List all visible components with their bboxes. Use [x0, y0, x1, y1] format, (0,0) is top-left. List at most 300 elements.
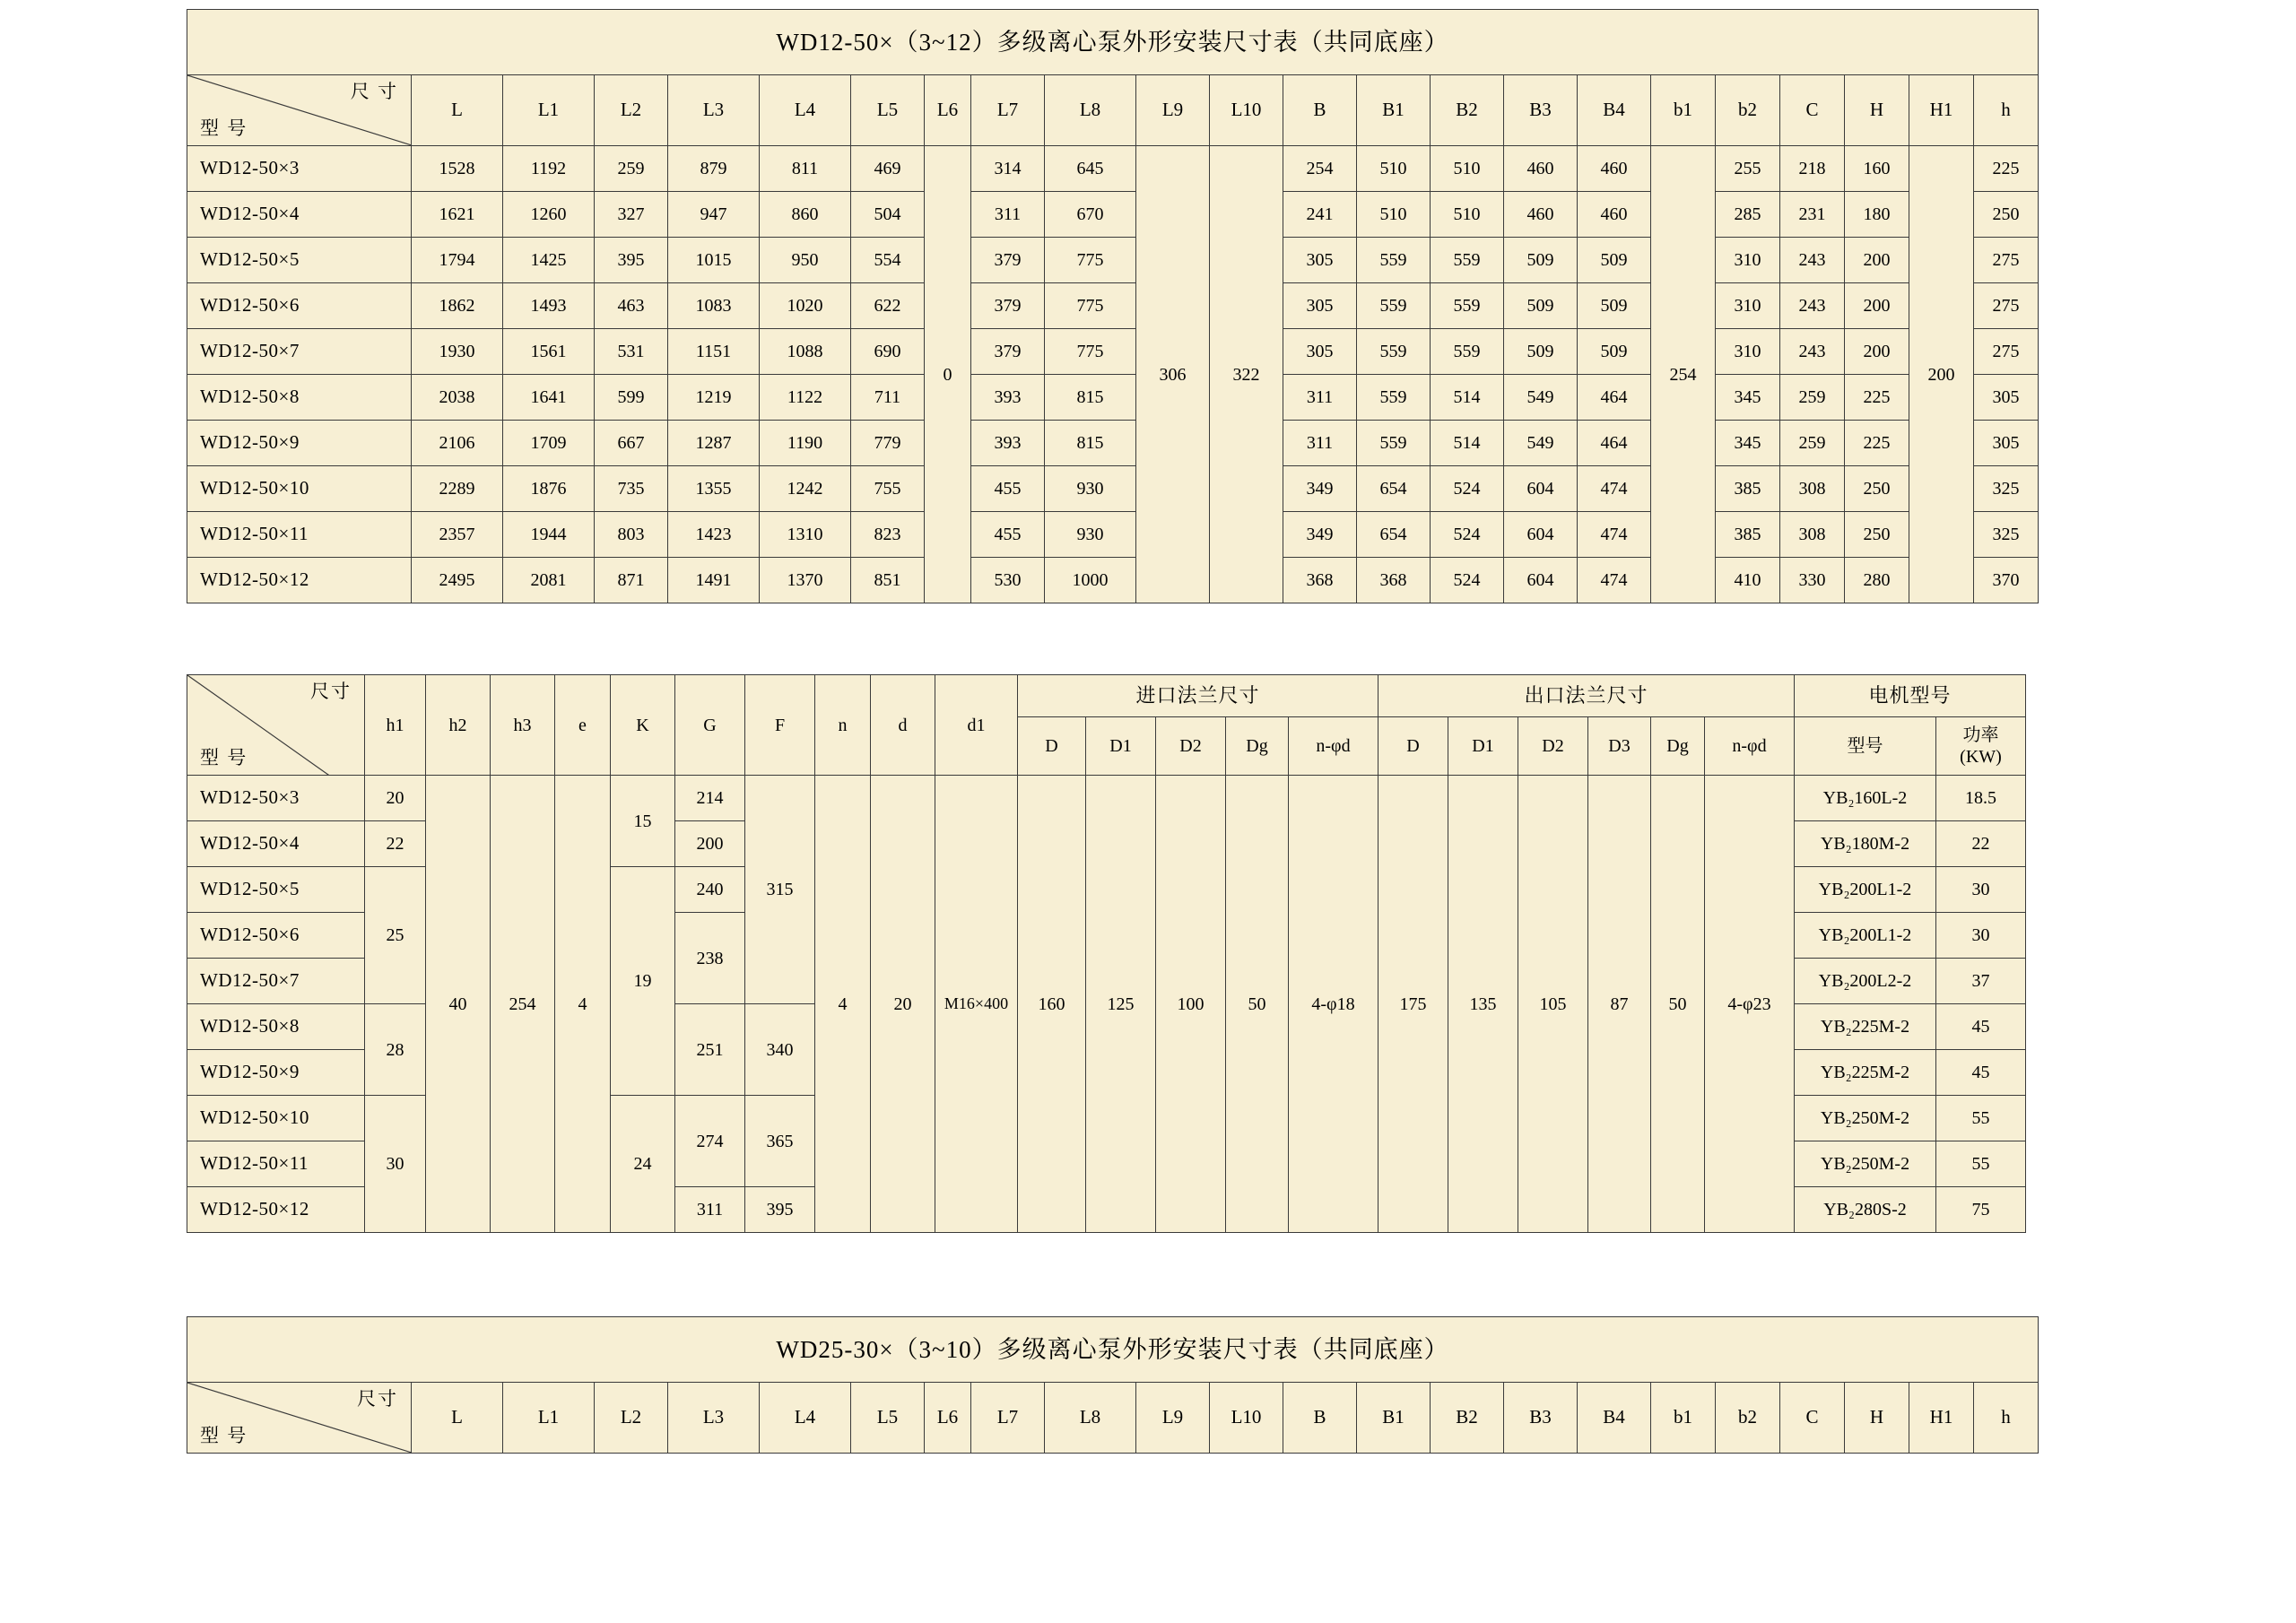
col-header-L1: L1	[503, 75, 595, 146]
col-header-L2: L2	[595, 1383, 668, 1454]
cell-L7: 530	[971, 558, 1045, 603]
col-header-B3: B3	[1504, 1383, 1578, 1454]
cell-B: 311	[1283, 375, 1357, 421]
cell-L7: 455	[971, 466, 1045, 512]
wd12-50-dimension-table	[187, 9, 2039, 603]
motor-power-label: 功率	[1962, 725, 1999, 745]
motor-power-unit: (KW)	[1960, 747, 2002, 767]
outlet-col-header-Dg: Dg	[1651, 717, 1705, 776]
cell-B3: 460	[1504, 146, 1578, 192]
col-header-L3: L3	[668, 1383, 760, 1454]
row-model: WD12-50×11	[187, 1141, 365, 1187]
cell-L4: 1310	[760, 512, 851, 558]
cell-B: 349	[1283, 466, 1357, 512]
col-header-H1: H1	[1909, 75, 1974, 146]
table-row	[187, 421, 2039, 466]
col-header-H: H	[1845, 1383, 1909, 1454]
outlet-col-header-D1: D1	[1448, 717, 1518, 776]
col-header-L9: L9	[1136, 1383, 1210, 1454]
cell-H: 225	[1845, 375, 1909, 421]
cell-B2: 524	[1431, 512, 1504, 558]
col-header-B2: B2	[1431, 1383, 1504, 1454]
cell-B3: 604	[1504, 466, 1578, 512]
cell-motor-model: YB₂225M-2	[1795, 1004, 1936, 1050]
row-model: WD12-50×7	[187, 329, 412, 375]
cell-h: 370	[1974, 558, 2039, 603]
cell-h: 275	[1974, 329, 2039, 375]
cell-L1: 1709	[503, 421, 595, 466]
cell-L3: 1083	[668, 283, 760, 329]
cell-b2: 410	[1716, 558, 1780, 603]
cell-L3: 1015	[668, 238, 760, 283]
cell-L4: 1242	[760, 466, 851, 512]
cell-C: 308	[1780, 512, 1845, 558]
col-header-B: B	[1283, 1383, 1357, 1454]
cell-K-merged-bot: 24	[611, 1096, 675, 1233]
cell-h1: 22	[365, 821, 426, 867]
cell-motor-power: 55	[1936, 1141, 2026, 1187]
table-2-corner-header	[187, 675, 365, 776]
cell-motor-power: 30	[1936, 913, 2026, 959]
cell-L2: 599	[595, 375, 668, 421]
col-header-b1: b1	[1651, 1383, 1716, 1454]
cell-L3: 1151	[668, 329, 760, 375]
table-row	[187, 329, 2039, 375]
cell-b2: 310	[1716, 238, 1780, 283]
cell-L: 1930	[412, 329, 503, 375]
cell-F-merged-mid: 340	[745, 1004, 815, 1096]
cell-L7: 393	[971, 421, 1045, 466]
cell-H: 180	[1845, 192, 1909, 238]
cell-H: 250	[1845, 466, 1909, 512]
cell-B4: 509	[1578, 283, 1651, 329]
col-header-b2: b2	[1716, 75, 1780, 146]
col-header-e: e	[555, 675, 611, 776]
col-header-C: C	[1780, 75, 1845, 146]
cell-d-merged: 20	[871, 776, 935, 1233]
cell-B4: 464	[1578, 375, 1651, 421]
cell-L5: 554	[851, 238, 925, 283]
row-model: WD12-50×12	[187, 1187, 365, 1233]
cell-L3: 1423	[668, 512, 760, 558]
col-header-B4: B4	[1578, 1383, 1651, 1454]
cell-L8: 775	[1045, 238, 1136, 283]
cell-L8: 645	[1045, 146, 1136, 192]
cell-H: 200	[1845, 283, 1909, 329]
cell-B1: 510	[1357, 146, 1431, 192]
cell-motor-power: 30	[1936, 867, 2026, 913]
cell-L4: 1088	[760, 329, 851, 375]
col-header-G: G	[675, 675, 745, 776]
cell-B2: 559	[1431, 238, 1504, 283]
cell-L2: 327	[595, 192, 668, 238]
cell-motor-power: 55	[1936, 1096, 2026, 1141]
cell-L2: 735	[595, 466, 668, 512]
cell-B2: 510	[1431, 192, 1504, 238]
cell-L1: 1641	[503, 375, 595, 421]
cell-L8: 775	[1045, 283, 1136, 329]
cell-B1: 559	[1357, 329, 1431, 375]
cell-motor-power: 22	[1936, 821, 2026, 867]
cell-L5: 469	[851, 146, 925, 192]
cell-L4: 1122	[760, 375, 851, 421]
cell-outlet-D3-merged: 87	[1588, 776, 1651, 1233]
cell-h: 325	[1974, 466, 2039, 512]
col-header-L8: L8	[1045, 1383, 1136, 1454]
col-header-L10: L10	[1210, 1383, 1283, 1454]
cell-motor-model: YB₂250M-2	[1795, 1141, 1936, 1187]
cell-L2: 803	[595, 512, 668, 558]
cell-C: 218	[1780, 146, 1845, 192]
row-model: WD12-50×6	[187, 283, 412, 329]
row-model: WD12-50×12	[187, 558, 412, 603]
cell-B1: 654	[1357, 512, 1431, 558]
cell-motor-power: 18.5	[1936, 776, 2026, 821]
row-model: WD12-50×6	[187, 913, 365, 959]
cell-F-merged-top: 315	[745, 776, 815, 1004]
motor-col-header-power	[1936, 717, 2026, 776]
cell-B: 349	[1283, 512, 1357, 558]
outlet-col-header-D: D	[1378, 717, 1448, 776]
col-header-L: L	[412, 75, 503, 146]
cell-motor-power: 45	[1936, 1004, 2026, 1050]
col-header-K: K	[611, 675, 675, 776]
cell-B: 305	[1283, 329, 1357, 375]
col-header-H: H	[1845, 75, 1909, 146]
cell-h2-merged: 40	[426, 776, 491, 1233]
cell-outlet-D2-merged: 105	[1518, 776, 1588, 1233]
col-header-L8: L8	[1045, 75, 1136, 146]
row-model: WD12-50×10	[187, 1096, 365, 1141]
cell-H: 250	[1845, 512, 1909, 558]
motor-col-header-model: 型号	[1795, 717, 1936, 776]
cell-inlet-Dg-merged: 50	[1226, 776, 1289, 1233]
cell-B3: 549	[1504, 375, 1578, 421]
cell-B4: 464	[1578, 421, 1651, 466]
row-model: WD12-50×3	[187, 146, 412, 192]
cell-L8: 930	[1045, 466, 1136, 512]
cell-L7: 314	[971, 146, 1045, 192]
cell-G-merged-251: 251	[675, 1004, 745, 1096]
cell-L5: 690	[851, 329, 925, 375]
cell-B3: 509	[1504, 238, 1578, 283]
col-header-L6: L6	[925, 75, 971, 146]
cell-L3: 1491	[668, 558, 760, 603]
cell-C: 243	[1780, 238, 1845, 283]
cell-L1: 1425	[503, 238, 595, 283]
cell-L: 2495	[412, 558, 503, 603]
col-header-B1: B1	[1357, 75, 1431, 146]
col-header-C: C	[1780, 1383, 1845, 1454]
cell-K-merged-mid: 19	[611, 867, 675, 1096]
cell-L5: 622	[851, 283, 925, 329]
outlet-col-header-D3: D3	[1588, 717, 1651, 776]
outlet-col-header-D2: D2	[1518, 717, 1588, 776]
cell-b2: 385	[1716, 512, 1780, 558]
col-header-h: h	[1974, 1383, 2039, 1454]
cell-h: 250	[1974, 192, 2039, 238]
cell-G: 311	[675, 1187, 745, 1233]
cell-B4: 474	[1578, 466, 1651, 512]
cell-L1: 1944	[503, 512, 595, 558]
cell-H: 160	[1845, 146, 1909, 192]
cell-L1: 1260	[503, 192, 595, 238]
cell-G: 214	[675, 776, 745, 821]
cell-B4: 460	[1578, 192, 1651, 238]
cell-B4: 509	[1578, 329, 1651, 375]
outlet-col-header-nd: n-φd	[1705, 717, 1795, 776]
cell-n-merged: 4	[815, 776, 871, 1233]
cell-B3: 549	[1504, 421, 1578, 466]
col-header-b2: b2	[1716, 1383, 1780, 1454]
row-model: WD12-50×9	[187, 1050, 365, 1096]
cell-L3: 1287	[668, 421, 760, 466]
cell-motor-model: YB₂200L1-2	[1795, 867, 1936, 913]
inlet-col-header-nd: n-φd	[1289, 717, 1378, 776]
cell-L7: 455	[971, 512, 1045, 558]
cell-L2: 395	[595, 238, 668, 283]
cell-L2: 259	[595, 146, 668, 192]
cell-C: 308	[1780, 466, 1845, 512]
cell-G: 240	[675, 867, 745, 913]
table-3-title: WD25-30×（3~10）多级离心泵外形安装尺寸表（共同底座）	[187, 1317, 2039, 1383]
cell-L1: 1561	[503, 329, 595, 375]
cell-L2: 531	[595, 329, 668, 375]
col-header-h1: h1	[365, 675, 426, 776]
cell-F-merged-bot: 365	[745, 1096, 815, 1187]
cell-L8: 1000	[1045, 558, 1136, 603]
cell-L5: 823	[851, 512, 925, 558]
cell-h1-merged-25: 25	[365, 867, 426, 1004]
cell-h: 305	[1974, 375, 2039, 421]
cell-L3: 879	[668, 146, 760, 192]
cell-b2: 255	[1716, 146, 1780, 192]
cell-L3: 1355	[668, 466, 760, 512]
cell-B3: 604	[1504, 558, 1578, 603]
cell-B2: 510	[1431, 146, 1504, 192]
col-header-L9: L9	[1136, 75, 1210, 146]
cell-motor-model: YB₂250M-2	[1795, 1096, 1936, 1141]
col-header-L3: L3	[668, 75, 760, 146]
cell-L5: 779	[851, 421, 925, 466]
table-row	[187, 558, 2039, 603]
cell-B: 368	[1283, 558, 1357, 603]
cell-inlet-D1-merged: 125	[1086, 776, 1156, 1233]
cell-B: 241	[1283, 192, 1357, 238]
cell-G-merged-274: 274	[675, 1096, 745, 1187]
cell-L1: 1493	[503, 283, 595, 329]
table-2-corner-bottom-label: 型 号	[200, 746, 248, 768]
inlet-col-header-D1: D1	[1086, 717, 1156, 776]
cell-outlet-D1-merged: 135	[1448, 776, 1518, 1233]
inlet-col-header-D2: D2	[1156, 717, 1226, 776]
cell-motor-model: YB₂280S-2	[1795, 1187, 1936, 1233]
row-model: WD12-50×8	[187, 1004, 365, 1050]
col-header-L5: L5	[851, 75, 925, 146]
cell-L7: 379	[971, 329, 1045, 375]
cell-L7: 311	[971, 192, 1045, 238]
table-3-corner-bottom-label: 型 号	[200, 1424, 248, 1446]
cell-B1: 368	[1357, 558, 1431, 603]
cell-outlet-Dg-merged: 50	[1651, 776, 1705, 1233]
table-row	[187, 238, 2039, 283]
cell-motor-model: YB₂200L1-2	[1795, 913, 1936, 959]
cell-L5: 851	[851, 558, 925, 603]
table-3-corner-header	[187, 1383, 412, 1454]
cell-C: 330	[1780, 558, 1845, 603]
cell-outlet-D-merged: 175	[1378, 776, 1448, 1233]
row-model: WD12-50×11	[187, 512, 412, 558]
cell-B2: 514	[1431, 421, 1504, 466]
col-header-L7: L7	[971, 1383, 1045, 1454]
cell-motor-power: 37	[1936, 959, 2026, 1004]
cell-L7: 393	[971, 375, 1045, 421]
cell-B1: 559	[1357, 283, 1431, 329]
cell-L8: 815	[1045, 375, 1136, 421]
cell-L: 2357	[412, 512, 503, 558]
cell-h: 305	[1974, 421, 2039, 466]
cell-L: 1862	[412, 283, 503, 329]
table-1-container	[187, 9, 2039, 603]
cell-F: 395	[745, 1187, 815, 1233]
cell-B2: 524	[1431, 466, 1504, 512]
table-row	[187, 776, 2026, 821]
cell-inlet-D2-merged: 100	[1156, 776, 1226, 1233]
cell-H: 225	[1845, 421, 1909, 466]
wd12-50-flange-motor-table	[187, 674, 2026, 1233]
cell-h: 225	[1974, 146, 2039, 192]
col-header-h: h	[1974, 75, 2039, 146]
col-header-B2: B2	[1431, 75, 1504, 146]
cell-B3: 460	[1504, 192, 1578, 238]
col-header-B1: B1	[1357, 1383, 1431, 1454]
cell-h1-merged-28: 28	[365, 1004, 426, 1096]
row-model: WD12-50×3	[187, 776, 365, 821]
col-header-H1: H1	[1909, 1383, 1974, 1454]
table-row	[187, 192, 2039, 238]
table-row	[187, 283, 2039, 329]
cell-B2: 559	[1431, 283, 1504, 329]
cell-b2: 310	[1716, 329, 1780, 375]
cell-L1: 2081	[503, 558, 595, 603]
cell-L4: 1190	[760, 421, 851, 466]
cell-L4: 950	[760, 238, 851, 283]
cell-B4: 474	[1578, 558, 1651, 603]
table-2-corner-top-label: 尺寸	[310, 681, 352, 702]
cell-motor-model: YB₂160L-2	[1795, 776, 1936, 821]
cell-B2: 559	[1431, 329, 1504, 375]
cell-L: 2106	[412, 421, 503, 466]
col-header-L7: L7	[971, 75, 1045, 146]
cell-h3-merged: 254	[491, 776, 555, 1233]
cell-L: 2289	[412, 466, 503, 512]
cell-L4: 1370	[760, 558, 851, 603]
table-row	[187, 512, 2039, 558]
cell-motor-power: 75	[1936, 1187, 2026, 1233]
cell-B3: 509	[1504, 329, 1578, 375]
col-header-h3: h3	[491, 675, 555, 776]
cell-h1-merged-30: 30	[365, 1096, 426, 1233]
col-header-B: B	[1283, 75, 1357, 146]
inlet-col-header-Dg: Dg	[1226, 717, 1289, 776]
cell-outlet-nd-merged: 4-φ23	[1705, 776, 1795, 1233]
cell-motor-model: YB₂180M-2	[1795, 821, 1936, 867]
cell-L5: 504	[851, 192, 925, 238]
cell-B: 254	[1283, 146, 1357, 192]
cell-b2: 345	[1716, 421, 1780, 466]
cell-B: 311	[1283, 421, 1357, 466]
cell-H: 200	[1845, 329, 1909, 375]
cell-b2: 285	[1716, 192, 1780, 238]
col-header-n: n	[815, 675, 871, 776]
col-header-L10: L10	[1210, 75, 1283, 146]
cell-B1: 510	[1357, 192, 1431, 238]
col-header-L4: L4	[760, 75, 851, 146]
wd25-30-dimension-table	[187, 1316, 2039, 1454]
cell-B4: 474	[1578, 512, 1651, 558]
cell-L4: 811	[760, 146, 851, 192]
cell-B1: 559	[1357, 421, 1431, 466]
table-2-container	[187, 674, 2026, 1233]
cell-L5: 755	[851, 466, 925, 512]
cell-inlet-D-merged: 160	[1018, 776, 1086, 1233]
row-model: WD12-50×10	[187, 466, 412, 512]
cell-L2: 871	[595, 558, 668, 603]
cell-L: 1528	[412, 146, 503, 192]
col-header-d: d	[871, 675, 935, 776]
cell-b2: 345	[1716, 375, 1780, 421]
cell-B2: 514	[1431, 375, 1504, 421]
cell-B: 305	[1283, 283, 1357, 329]
col-header-L5: L5	[851, 1383, 925, 1454]
group-header-inlet-flange: 进口法兰尺寸	[1018, 675, 1378, 717]
row-model: WD12-50×4	[187, 821, 365, 867]
cell-h: 275	[1974, 283, 2039, 329]
cell-L9-merged: 306	[1136, 146, 1210, 603]
table-3-corner-top-label: 尺寸	[357, 1388, 398, 1410]
cell-B1: 559	[1357, 238, 1431, 283]
cell-H1-merged: 200	[1909, 146, 1974, 603]
cell-B3: 509	[1504, 283, 1578, 329]
cell-b2: 310	[1716, 283, 1780, 329]
cell-L2: 463	[595, 283, 668, 329]
col-header-B3: B3	[1504, 75, 1578, 146]
col-header-L4: L4	[760, 1383, 851, 1454]
cell-L: 1621	[412, 192, 503, 238]
cell-inlet-nd-merged: 4-φ18	[1289, 776, 1378, 1233]
table-1-title: WD12-50×（3~12）多级离心泵外形安装尺寸表（共同底座）	[187, 10, 2039, 75]
cell-H: 200	[1845, 238, 1909, 283]
col-header-L: L	[412, 1383, 503, 1454]
cell-C: 243	[1780, 329, 1845, 375]
cell-h: 325	[1974, 512, 2039, 558]
cell-L8: 670	[1045, 192, 1136, 238]
cell-L1: 1876	[503, 466, 595, 512]
cell-L7: 379	[971, 283, 1045, 329]
cell-L5: 711	[851, 375, 925, 421]
cell-b1-merged: 254	[1651, 146, 1716, 603]
cell-L4: 860	[760, 192, 851, 238]
cell-C: 259	[1780, 375, 1845, 421]
cell-e-merged: 4	[555, 776, 611, 1233]
cell-B1: 654	[1357, 466, 1431, 512]
cell-B1: 559	[1357, 375, 1431, 421]
cell-L7: 379	[971, 238, 1045, 283]
col-header-d1: d1	[935, 675, 1018, 776]
col-header-B4: B4	[1578, 75, 1651, 146]
table-row	[187, 375, 2039, 421]
cell-h: 275	[1974, 238, 2039, 283]
